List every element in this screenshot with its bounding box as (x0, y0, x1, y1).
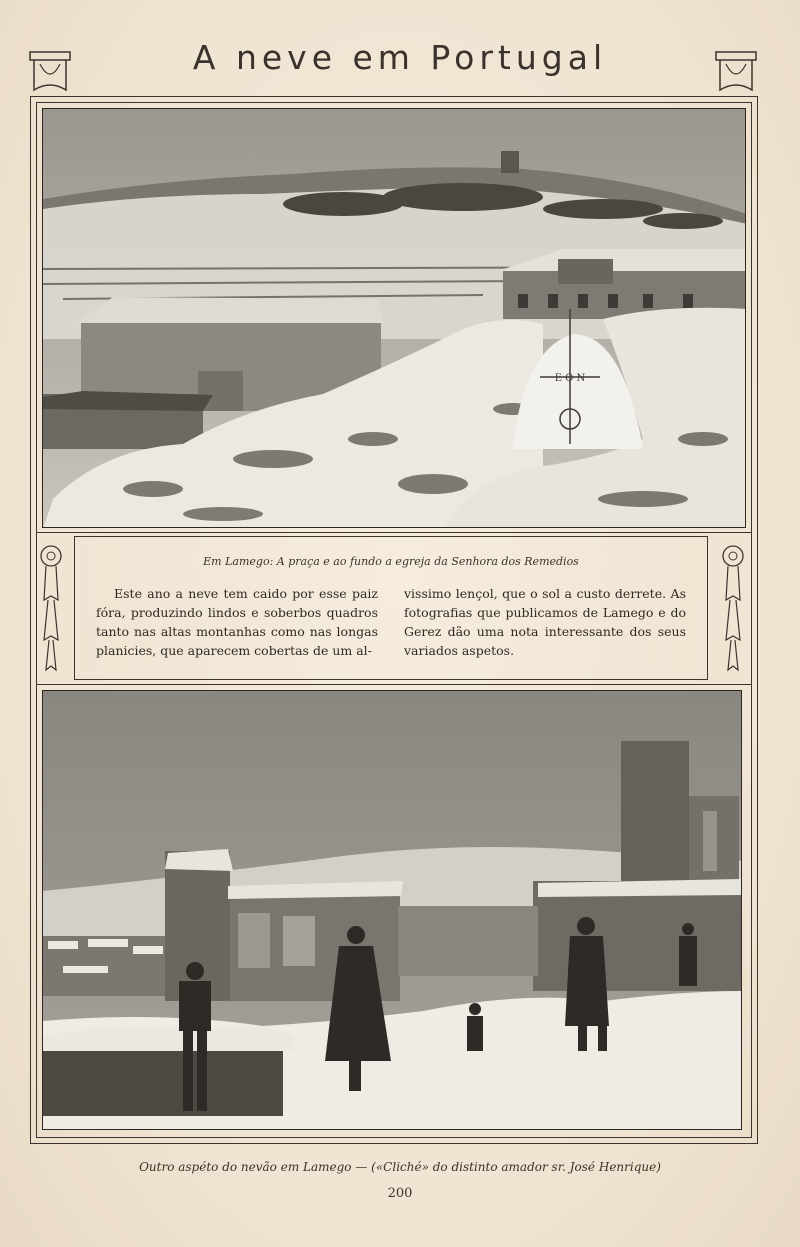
page-title: A neve em Portugal (192, 38, 608, 77)
divider-lower (36, 684, 752, 685)
ribbon-ornament-left (36, 540, 66, 676)
corner-ornament-left (28, 50, 72, 96)
photo-lamego-ruins (42, 690, 742, 1130)
ribbon-ornament-right (718, 540, 748, 676)
divider-upper (36, 532, 752, 533)
corner-ornament-right (714, 50, 758, 96)
page-number: 200 (387, 1186, 413, 1201)
photo-lamego-square (42, 108, 746, 528)
caption-top-photo: Em Lamego: A praça e ao fundo a egreja da Senhora dos Remedios (203, 555, 579, 568)
vane-letters: E O N (554, 373, 586, 384)
caption-bottom-photo: Outro aspéto do nevão em Lamego — («Cliché» do distinto amador sr. José Henrique) (139, 1160, 661, 1174)
article-column-left: Este ano a neve tem caido por esse paiz fóra, produzindo lindos e soberbos quadros tanto nas altas montanhas como nas longas planicies, que aparecem cobertas de um al- (96, 586, 378, 658)
article-column-right: vissimo lençol, que o sol a custo derrete. As fotografias que publicamos de Lamego e do Gerez dão uma nota interessante dos seus variados aspetos. (404, 586, 686, 658)
